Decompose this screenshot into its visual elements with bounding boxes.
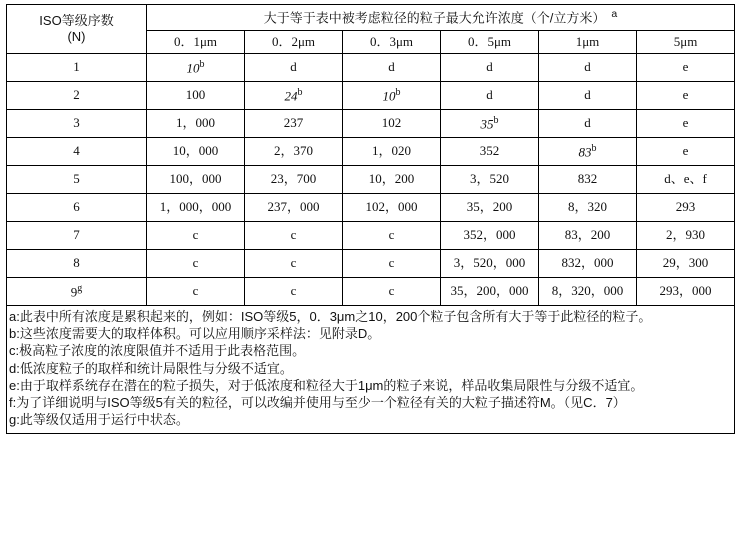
concentration-cell (147, 81, 245, 109)
concentration-cell (441, 81, 539, 109)
concentration-cell (245, 109, 343, 137)
table-row (7, 277, 735, 305)
iso-class-cell (7, 53, 147, 81)
table-note: g:此等级仅适用于运行中状态。 (9, 412, 189, 428)
concentration-cell (245, 221, 343, 249)
concentration-cell (539, 165, 637, 193)
iso-class-value: 7 (73, 227, 80, 243)
concentration-cell (441, 249, 539, 277)
header-concentration-note-marker: a (611, 8, 618, 20)
concentration-cell (245, 249, 343, 277)
concentration-cell (245, 81, 343, 109)
header-concentration-text: 大于等于表中被考虑粒径的粒子最大允许浓度（个/立方米） (263, 10, 606, 26)
concentration-value: 293，000 (659, 283, 712, 299)
iso-class-cell (7, 81, 147, 109)
header-size-1: 0．2μm (245, 30, 343, 53)
concentration-cell (539, 137, 637, 165)
iso-class-value: 8 (73, 255, 80, 271)
concentration-cell (539, 81, 637, 109)
concentration-cell (637, 193, 735, 221)
concentration-value: 35 (480, 115, 494, 131)
iso-class-note-marker: g (77, 282, 83, 294)
concentration-value: 3，520，000 (453, 255, 526, 271)
concentration-cell (245, 277, 343, 305)
concentration-value: d (584, 87, 591, 103)
concentration-cell (637, 221, 735, 249)
concentration-value: 237 (283, 115, 304, 131)
concentration-cell (147, 165, 245, 193)
concentration-value: 10 (186, 59, 200, 75)
concentration-value: 29，300 (662, 255, 709, 271)
concentration-value: e (682, 59, 689, 75)
concentration-value: c (290, 283, 297, 299)
table-note: d:低浓度粒子的取样和统计局限性与分级不适宜。 (9, 360, 293, 376)
iso-class-value: 4 (73, 143, 80, 159)
concentration-cell (539, 221, 637, 249)
concentration-value: d (584, 59, 591, 75)
concentration-cell (441, 165, 539, 193)
concentration-value: 8，320 (567, 199, 607, 215)
header-size-5: 5μm (637, 30, 735, 53)
table-notes (7, 305, 735, 433)
concentration-cell (343, 81, 441, 109)
concentration-cell (441, 137, 539, 165)
table-row (7, 221, 735, 249)
table-row (7, 193, 735, 221)
concentration-cell (147, 53, 245, 81)
iso-class-value: 3 (73, 115, 80, 131)
concentration-value: c (192, 283, 199, 299)
iso-class-cell (7, 193, 147, 221)
iso-class-cell (7, 221, 147, 249)
concentration-value: 3，520 (469, 171, 509, 187)
concentration-cell (147, 109, 245, 137)
concentration-cell (637, 165, 735, 193)
iso-class-cell (7, 165, 147, 193)
concentration-value: 100 (185, 87, 206, 103)
concentration-cell (343, 193, 441, 221)
concentration-value: 237，000 (267, 199, 320, 215)
table-notes-row (7, 305, 735, 433)
table-note: c:极高粒子浓度的浓度限值并不适用于此表格范围。 (9, 343, 306, 359)
concentration-value: 1，000，000 (159, 199, 232, 215)
iso-class-value: 2 (73, 87, 80, 103)
header-size-2: 0．3μm (343, 30, 441, 53)
concentration-value: 35，200 (466, 199, 513, 215)
iso-class-value: 6 (73, 199, 80, 215)
concentration-cell (539, 277, 637, 305)
concentration-value: 2，930 (666, 227, 706, 243)
concentration-value: 35，200，000 (450, 283, 529, 299)
concentration-cell (637, 109, 735, 137)
concentration-cell (245, 165, 343, 193)
concentration-value: 1，020 (371, 143, 411, 159)
concentration-cell (441, 53, 539, 81)
concentration-value: 10，000 (172, 143, 219, 159)
concentration-cell (147, 193, 245, 221)
concentration-cell (343, 165, 441, 193)
concentration-value: d、e、f (664, 171, 707, 187)
concentration-value: d (388, 59, 395, 75)
concentration-value: c (290, 255, 297, 271)
concentration-cell (637, 137, 735, 165)
concentration-cell (343, 221, 441, 249)
table-note: e:由于取样系统存在潜在的粒子损失，对于低浓度和粒径大于1μm的粒子来说，样品收集局限性与分级不适宜。 (9, 377, 644, 393)
concentration-value: d (486, 59, 493, 75)
concentration-cell (343, 137, 441, 165)
concentration-value: 83，200 (564, 227, 611, 243)
iso-class-cell (7, 137, 147, 165)
concentration-value: 832 (577, 171, 598, 187)
header-iso-class-line2: (N) (67, 28, 86, 44)
concentration-value: 293 (675, 199, 696, 215)
concentration-value: c (192, 227, 199, 243)
concentration-value: 2，370 (273, 143, 313, 159)
concentration-value: 352，000 (463, 227, 516, 243)
cell-note-marker: b (297, 86, 303, 98)
header-size-4: 1μm (539, 30, 637, 53)
concentration-value: 10，200 (368, 171, 415, 187)
concentration-cell (147, 137, 245, 165)
concentration-value: 83 (578, 143, 592, 159)
concentration-value: 23，700 (270, 171, 317, 187)
iso-class-value: 9 (70, 283, 78, 299)
iso-class-cell (7, 109, 147, 137)
concentration-value: c (388, 283, 395, 299)
table-note: f:为了详细说明与ISO等级5有关的粒径，可以改编并使用与至少一个粒径有关的大粒子描述符M。（见C．7） (9, 395, 626, 411)
concentration-cell (147, 249, 245, 277)
concentration-value: d (584, 115, 591, 131)
table-row (7, 81, 735, 109)
concentration-value: d (290, 59, 297, 75)
concentration-cell (539, 249, 637, 277)
concentration-cell (441, 193, 539, 221)
header-size-3: 0．5μm (441, 30, 539, 53)
concentration-value: 10 (382, 87, 396, 103)
concentration-value: 24 (284, 87, 298, 103)
concentration-cell (147, 221, 245, 249)
concentration-cell (245, 193, 343, 221)
concentration-value: 100，000 (169, 171, 222, 187)
concentration-value: 102 (381, 115, 402, 131)
concentration-value: c (192, 255, 199, 271)
table-note: b:这些浓度需要大的取样体积。可以应用顺序采样法：见附录D。 (9, 326, 381, 342)
cell-note-marker: b (395, 86, 401, 98)
table-note: a:此表中所有浓度是累积起来的，例如：ISO等级5，0．3μm之10，200个粒子包含所有大于等于此粒径的粒子。 (9, 308, 652, 324)
concentration-cell (539, 193, 637, 221)
header-concentration-title (147, 5, 735, 31)
concentration-value: e (682, 143, 689, 159)
header-iso-class-line1: ISO等级序数 (39, 12, 114, 28)
table-row (7, 53, 735, 81)
concentration-cell (245, 137, 343, 165)
concentration-cell (343, 277, 441, 305)
concentration-value: c (388, 227, 395, 243)
concentration-cell (343, 53, 441, 81)
header-iso-class (7, 5, 147, 54)
concentration-cell (637, 249, 735, 277)
concentration-cell (637, 81, 735, 109)
concentration-cell (245, 53, 343, 81)
concentration-cell (441, 277, 539, 305)
cleanroom-classification-table (6, 4, 735, 434)
concentration-value: d (486, 87, 493, 103)
iso-class-value: 1 (73, 59, 80, 75)
table-header-row-1 (7, 5, 735, 31)
table-row (7, 249, 735, 277)
concentration-value: 832，000 (561, 255, 614, 271)
iso-class-value: 5 (73, 171, 80, 187)
concentration-cell (539, 109, 637, 137)
header-size-0: 0．1μm (147, 30, 245, 53)
concentration-cell (441, 109, 539, 137)
concentration-cell (539, 53, 637, 81)
table-row (7, 109, 735, 137)
table-row (7, 165, 735, 193)
iso-class-cell (7, 249, 147, 277)
concentration-value: 1，000 (175, 115, 215, 131)
cell-note-marker: b (493, 114, 499, 126)
concentration-cell (637, 53, 735, 81)
concentration-value: 352 (479, 143, 500, 159)
concentration-value: 8，320，000 (551, 283, 624, 299)
cell-note-marker: b (591, 142, 597, 154)
concentration-value: c (388, 255, 395, 271)
concentration-cell (343, 109, 441, 137)
cell-note-marker: b (199, 58, 205, 70)
concentration-value: 102，000 (365, 199, 418, 215)
concentration-value: c (290, 227, 297, 243)
concentration-cell (343, 249, 441, 277)
concentration-value: e (682, 87, 689, 103)
table-row (7, 137, 735, 165)
concentration-cell (637, 277, 735, 305)
concentration-cell (441, 221, 539, 249)
concentration-cell (147, 277, 245, 305)
iso-class-cell (7, 277, 147, 305)
concentration-value: e (682, 115, 689, 131)
